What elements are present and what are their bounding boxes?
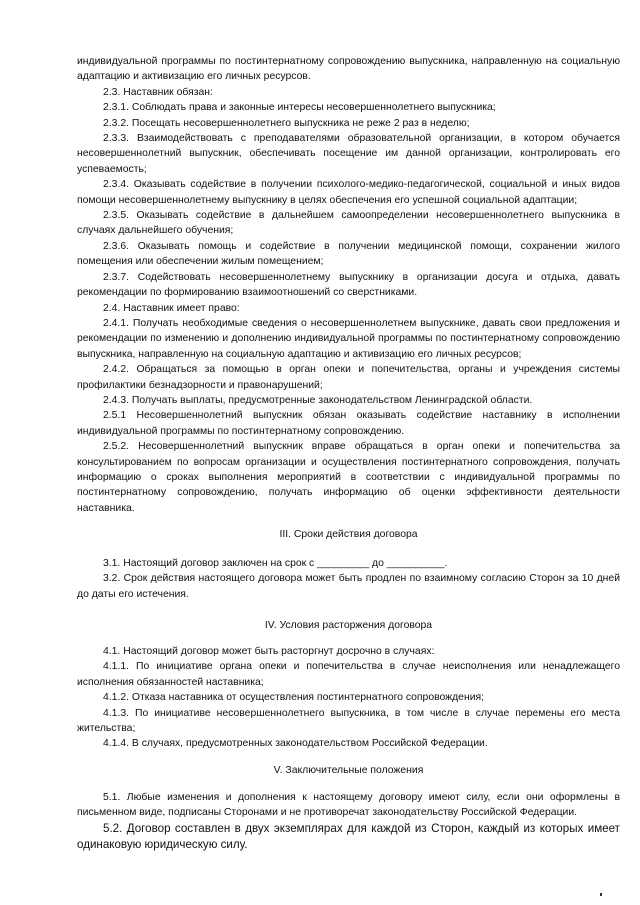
paragraph: 5.1. Любые изменения и дополнения к настоящему договору имеют силу, если они оформлены в письменном виде, подписаны Сторонами и не противоречат законодательству Российской Федерации. bbox=[77, 792, 620, 819]
paragraph: 2.3.6. Оказывать помощь и содействие в получении медицинской помощи, сохранении жилого помещения или обеспечении жилым помещением; bbox=[77, 240, 620, 268]
section-3-heading: III. Сроки действия договора bbox=[279, 529, 418, 540]
paragraph: 2.3.5. Оказывать содействие в дальнейшем самоопределении несовершеннолетнего выпускника в случаях дальнейшего обучения; bbox=[77, 210, 620, 237]
paragraph: 2.3.1. Соблюдать права и законные интересы несовершеннолетнего выпускника; bbox=[103, 102, 496, 114]
section-4 bbox=[77, 644, 620, 752]
paragraph: 2.3. Наставник обязан: bbox=[103, 86, 213, 98]
paragraph: 5.2. Договор составлен в двух экземплярах для каждой из Сторон, каждый из которых имеет одинаковую юридическую силу. bbox=[77, 821, 620, 852]
paragraph: 2.4. Наставник имеет право: bbox=[103, 302, 240, 314]
paragraph: 2.4.3. Получать выплаты, предусмотренные законодательством Ленинградской области. bbox=[103, 394, 533, 406]
paragraph: 3.2. Срок действия настоящего договора может быть продлен по взаимному согласию Сторон за 10 дней до даты его истечения. bbox=[77, 573, 620, 600]
section-3 bbox=[77, 556, 620, 602]
paragraph: 3.1. Настоящий договор заключен на срок с _________ до __________. bbox=[103, 558, 448, 569]
paragraph: 4.1.2. Отказа наставника от осуществления постинтернатного сопровождения; bbox=[103, 692, 485, 704]
paragraph: 4.1.1. По инициативе органа опеки и попечительства в случае неисполнения или ненадлежащего исполнения обязанностей наставника; bbox=[77, 661, 620, 688]
paragraph: 4.1.4. В случаях, предусмотренных законодательством Российской Федерации. bbox=[103, 738, 488, 750]
paragraph: 2.3.2. Посещать несовершеннолетнего выпускника не реже 2 раз в неделю; bbox=[103, 117, 470, 129]
paragraph: 2.3.3. Взаимодействовать с преподавателями образовательной организации, в котором обучается несовершеннолетний выпускник, обеспечивать посещение им данной организации, контролировать его успеваемость; bbox=[77, 133, 620, 175]
paragraph: 2.3.4. Оказывать содействие в получении психолого-медико-педагогической, социальной и иных видов помощи несовершеннолетнему выпускнику в целях обеспечения его успешной социальной адаптации; bbox=[77, 179, 620, 206]
paragraph: 4.1. Настоящий договор может быть расторгнут досрочно в случаях: bbox=[103, 646, 435, 657]
paragraph: индивидуальной программы по постинтернатному сопровождению выпускника, направленную на социальную адаптацию и активизацию его личных ресурсов. bbox=[77, 56, 620, 83]
paragraph: 2.5.1 Несовершеннолетний выпускник обязан оказывать содействие наставнику в исполнении индивидуальной программы по постинтернатному сопровождению. bbox=[77, 410, 620, 437]
section-5 bbox=[77, 790, 620, 853]
section-4-heading: IV. Условия расторжения договора bbox=[264, 620, 433, 631]
paragraph: 2.3.7. Содействовать несовершеннолетнему выпускнику в организации досуга и отдыха, давать рекомендации по формированию взаимоотношений со сверстниками. bbox=[77, 271, 620, 299]
section-2-continued bbox=[77, 54, 620, 516]
paragraph: 2.5.2. Несовершеннолетний выпускник вправе обращаться в орган опеки и попечительства за консультированием по вопросам организации и осуществления постинтернатного сопровождения, получать информацию о сроках выполнения мероприятий в соответствии с индивидуальной программы по постинтернатному сопровождению, получать информацию об оценки эффективности деятельности наставника. bbox=[77, 441, 620, 514]
section-5-heading: V. Заключительные положения bbox=[273, 765, 424, 776]
paragraph: 2.4.1. Получать необходимые сведения о несовершеннолетнем выпускнике, давать свои предложения и рекомендации по изменению и дополнению индивидуальной программы по постинтернатному сопровождению выпускника, направленную на социальную адаптацию и активизацию его личных ресурсов; bbox=[77, 317, 620, 360]
paragraph: 4.1.3. По инициативе несовершеннолетнего выпускника, в том числе в случае перемены его места жительства; bbox=[77, 707, 620, 735]
scan-speck bbox=[600, 893, 602, 896]
paragraph: 2.4.2. Обращаться за помощью в орган опеки и попечительства, органы и учреждения системы профилактики безнадзорности и правонарушений; bbox=[77, 364, 620, 391]
